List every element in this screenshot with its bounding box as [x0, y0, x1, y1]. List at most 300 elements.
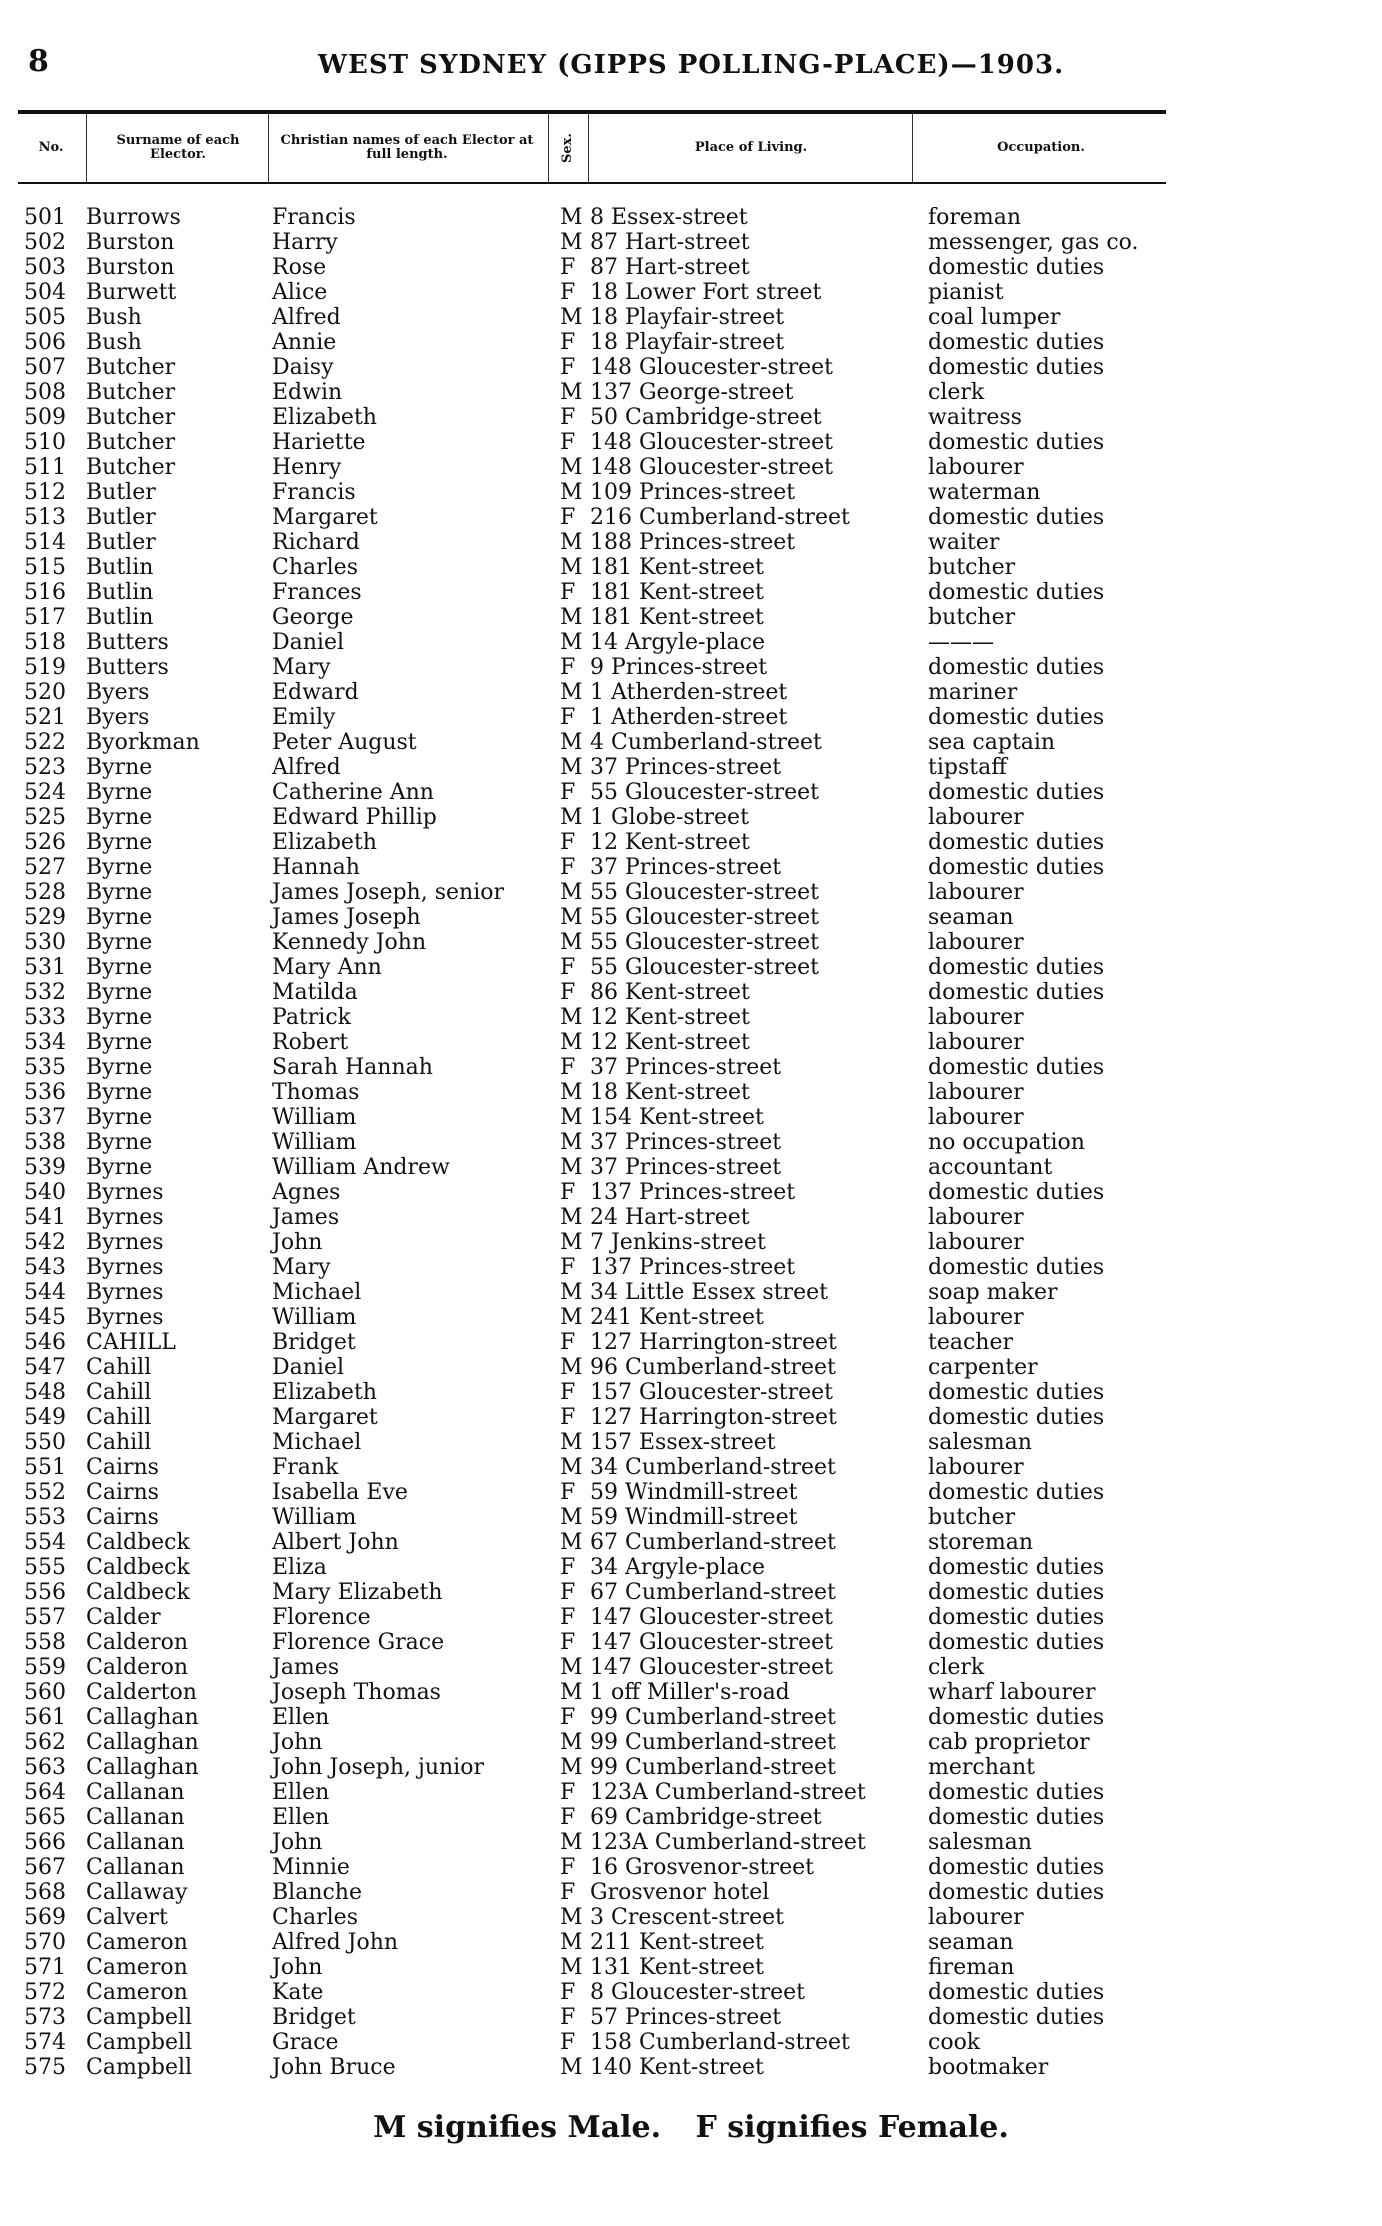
elector-sex: M [560, 1230, 583, 1255]
elector-place-of-living: 34 Cumberland-street [590, 1455, 836, 1480]
elector-sex: F [560, 655, 576, 680]
elector-christian-names: Agnes [272, 1180, 341, 1205]
elector-occupation: domestic duties [928, 1180, 1105, 1205]
table-row [0, 1480, 1382, 1505]
elector-number: 503 [24, 255, 66, 280]
elector-place-of-living: 1 Atherden-street [590, 705, 788, 730]
elector-occupation: domestic duties [928, 2005, 1105, 2030]
elector-christian-names: Florence [272, 1605, 371, 1630]
elector-surname: Byrne [86, 805, 153, 830]
elector-sex: F [560, 1805, 576, 1830]
elector-occupation: domestic duties [928, 780, 1105, 805]
table-row [0, 1205, 1382, 1230]
elector-christian-names: Ellen [272, 1805, 330, 1830]
elector-number: 553 [24, 1505, 66, 1530]
elector-number: 567 [24, 1855, 66, 1880]
elector-sex: F [560, 980, 576, 1005]
elector-sex: F [560, 1705, 576, 1730]
elector-number: 534 [24, 1030, 66, 1055]
table-row [0, 1455, 1382, 1480]
elector-occupation: labourer [928, 1080, 1024, 1105]
table-row [0, 830, 1382, 855]
elector-number: 528 [24, 880, 66, 905]
elector-number: 568 [24, 1880, 66, 1905]
elector-number: 532 [24, 980, 66, 1005]
elector-place-of-living: 55 Gloucester-street [590, 955, 819, 980]
elector-place-of-living: 8 Essex-street [590, 205, 748, 230]
table-row [0, 1005, 1382, 1030]
elector-sex: M [560, 755, 583, 780]
elector-place-of-living: 8 Gloucester-street [590, 1980, 805, 2005]
elector-number: 512 [24, 480, 66, 505]
elector-surname: Calderon [86, 1655, 189, 1680]
table-row [0, 1230, 1382, 1255]
table-row [0, 1880, 1382, 1905]
elector-christian-names: Thomas [272, 1080, 360, 1105]
elector-place-of-living: 137 Princes-street [590, 1180, 796, 1205]
elector-number: 575 [24, 2055, 66, 2080]
elector-number: 535 [24, 1055, 66, 1080]
elector-place-of-living: 148 Gloucester-street [590, 430, 833, 455]
elector-christian-names: Harry [272, 230, 338, 255]
elector-place-of-living: 99 Cumberland-street [590, 1705, 836, 1730]
elector-occupation: clerk [928, 380, 985, 405]
elector-christian-names: Daniel [272, 630, 345, 655]
elector-christian-names: Edwin [272, 380, 343, 405]
elector-christian-names: John [272, 1830, 323, 1855]
elector-sex: F [560, 1630, 576, 1655]
elector-number: 511 [24, 455, 66, 480]
elector-sex: M [560, 1030, 583, 1055]
elector-number: 547 [24, 1355, 66, 1380]
elector-place-of-living: 12 Kent-street [590, 1005, 750, 1030]
table-row [0, 230, 1382, 255]
elector-sex: F [560, 580, 576, 605]
elector-number: 529 [24, 905, 66, 930]
elector-surname: Byrne [86, 855, 153, 880]
table-row [0, 530, 1382, 555]
elector-occupation: cook [928, 2030, 981, 2055]
elector-surname: Bush [86, 305, 142, 330]
elector-surname: Byorkman [86, 730, 200, 755]
elector-surname: Byrnes [86, 1280, 164, 1305]
elector-number: 556 [24, 1580, 66, 1605]
page-title: WEST SYDNEY (GIPPS POLLING-PLACE)—1903. [317, 50, 1065, 80]
elector-sex: M [560, 1655, 583, 1680]
column-divider [588, 114, 589, 182]
elector-number: 561 [24, 1705, 66, 1730]
elector-occupation: pianist [928, 280, 1004, 305]
table-row [0, 580, 1382, 605]
elector-number: 545 [24, 1305, 66, 1330]
table-row [0, 755, 1382, 780]
elector-sex: M [560, 1280, 583, 1305]
elector-place-of-living: 123A Cumberland-street [590, 1780, 866, 1805]
elector-occupation: domestic duties [928, 1405, 1105, 1430]
legend-female: F signifies Female. [695, 2110, 1009, 2145]
elector-place-of-living: 3 Crescent-street [590, 1905, 784, 1930]
elector-surname: Butcher [86, 380, 176, 405]
elector-place-of-living: 148 Gloucester-street [590, 455, 833, 480]
elector-surname: Byrne [86, 1055, 153, 1080]
elector-christian-names: Edward [272, 680, 359, 705]
elector-occupation: messenger, gas co. [928, 230, 1139, 255]
elector-number: 537 [24, 1105, 66, 1130]
elector-sex: F [560, 1055, 576, 1080]
elector-place-of-living: 181 Kent-street [590, 555, 764, 580]
elector-surname: Caldbeck [86, 1555, 190, 1580]
elector-number: 530 [24, 930, 66, 955]
elector-place-of-living: 37 Princes-street [590, 755, 782, 780]
header-rule-top [18, 110, 1166, 114]
elector-occupation: domestic duties [928, 1055, 1105, 1080]
elector-occupation: domestic duties [928, 580, 1105, 605]
elector-occupation: domestic duties [928, 855, 1105, 880]
elector-place-of-living: 9 Princes-street [590, 655, 768, 680]
elector-sex: M [560, 205, 583, 230]
elector-sex: F [560, 355, 576, 380]
elector-sex: M [560, 305, 583, 330]
elector-occupation: domestic duties [928, 430, 1105, 455]
elector-sex: F [560, 255, 576, 280]
table-row [0, 330, 1382, 355]
table-row [0, 780, 1382, 805]
elector-place-of-living: 18 Kent-street [590, 1080, 750, 1105]
elector-sex: F [560, 1605, 576, 1630]
elector-surname: Cameron [86, 1930, 188, 1955]
table-row [0, 480, 1382, 505]
elector-number: 521 [24, 705, 66, 730]
elector-christian-names: Blanche [272, 1880, 362, 1905]
elector-sex: M [560, 1430, 583, 1455]
elector-place-of-living: Grosvenor hotel [590, 1880, 770, 1905]
elector-occupation: salesman [928, 1830, 1032, 1855]
elector-christian-names: Rose [272, 255, 327, 280]
elector-surname: Butlin [86, 555, 154, 580]
elector-occupation: domestic duties [928, 830, 1105, 855]
column-header-surname: Surname of each Elector. [116, 133, 240, 162]
table-row [0, 1930, 1382, 1955]
elector-place-of-living: 86 Kent-street [590, 980, 750, 1005]
table-row [0, 255, 1382, 280]
elector-number: 558 [24, 1630, 66, 1655]
elector-surname: Cahill [86, 1430, 152, 1455]
elector-sex: F [560, 1880, 576, 1905]
elector-number: 572 [24, 1980, 66, 2005]
table-row [0, 1330, 1382, 1355]
table-row [0, 1380, 1382, 1405]
elector-place-of-living: 127 Harrington-street [590, 1405, 837, 1430]
elector-occupation: domestic duties [928, 1705, 1105, 1730]
elector-sex: M [560, 480, 583, 505]
elector-occupation: seaman [928, 1930, 1014, 1955]
table-row [0, 1055, 1382, 1080]
elector-occupation: soap maker [928, 1280, 1058, 1305]
elector-occupation: domestic duties [928, 1580, 1105, 1605]
elector-occupation: merchant [928, 1755, 1036, 1780]
elector-number: 516 [24, 580, 66, 605]
legend-male: M signifies Male. [373, 2110, 662, 2145]
elector-number: 541 [24, 1205, 66, 1230]
legend-footer [0, 2110, 1382, 2145]
table-row [0, 1830, 1382, 1855]
elector-occupation: domestic duties [928, 980, 1105, 1005]
elector-surname: Butcher [86, 455, 176, 480]
elector-surname: Butler [86, 530, 156, 555]
elector-number: 571 [24, 1955, 66, 1980]
elector-occupation: storeman [928, 1530, 1034, 1555]
elector-christian-names: Grace [272, 2030, 339, 2055]
elector-surname: Cairns [86, 1455, 159, 1480]
elector-place-of-living: 181 Kent-street [590, 605, 764, 630]
header-rule-bottom [18, 182, 1166, 184]
elector-sex: F [560, 2005, 576, 2030]
elector-sex: F [560, 1780, 576, 1805]
elector-place-of-living: 18 Lower Fort street [590, 280, 822, 305]
elector-surname: Cairns [86, 1505, 159, 1530]
elector-number: 562 [24, 1730, 66, 1755]
elector-surname: Burston [86, 255, 175, 280]
elector-surname: Byrne [86, 1155, 153, 1180]
elector-number: 566 [24, 1830, 66, 1855]
elector-surname: Butcher [86, 405, 176, 430]
elector-surname: Callaghan [86, 1705, 199, 1730]
elector-christian-names: James Joseph [272, 905, 421, 930]
table-row [0, 730, 1382, 755]
elector-occupation: domestic duties [928, 355, 1105, 380]
elector-christian-names: Isabella Eve [272, 1480, 408, 1505]
table-row [0, 1580, 1382, 1605]
elector-surname: Callaghan [86, 1730, 199, 1755]
elector-occupation: domestic duties [928, 1380, 1105, 1405]
elector-number: 539 [24, 1155, 66, 1180]
elector-sex: M [560, 530, 583, 555]
elector-sex: F [560, 1555, 576, 1580]
elector-place-of-living: 59 Windmill-street [590, 1480, 798, 1505]
elector-sex: F [560, 330, 576, 355]
elector-occupation: labourer [928, 1105, 1024, 1130]
column-header-place: Place of Living. [694, 140, 808, 155]
elector-sex: M [560, 1830, 583, 1855]
column-divider [912, 114, 913, 182]
elector-sex: F [560, 1855, 576, 1880]
table-row [0, 355, 1382, 380]
elector-sex: M [560, 605, 583, 630]
elector-surname: Byrne [86, 830, 153, 855]
elector-sex: M [560, 1905, 583, 1930]
elector-christian-names: John Joseph, junior [272, 1755, 484, 1780]
table-row [0, 2030, 1382, 2055]
elector-number: 531 [24, 955, 66, 980]
elector-surname: Calvert [86, 1905, 168, 1930]
elector-occupation: cab proprietor [928, 1730, 1090, 1755]
table-row [0, 505, 1382, 530]
table-row [0, 1530, 1382, 1555]
elector-surname: Burrows [86, 205, 181, 230]
elector-surname: Butlin [86, 580, 154, 605]
elector-surname: Burston [86, 230, 175, 255]
elector-place-of-living: 87 Hart-street [590, 255, 750, 280]
elector-christian-names: Francis [272, 480, 356, 505]
table-row [0, 1780, 1382, 1805]
elector-occupation: domestic duties [928, 1555, 1105, 1580]
elector-surname: Caldbeck [86, 1530, 190, 1555]
table-row [0, 1905, 1382, 1930]
elector-place-of-living: 59 Windmill-street [590, 1505, 798, 1530]
table-row [0, 1855, 1382, 1880]
elector-sex: F [560, 1255, 576, 1280]
elector-surname: Butters [86, 630, 169, 655]
elector-occupation: domestic duties [928, 505, 1105, 530]
elector-sex: M [560, 880, 583, 905]
elector-surname: Byrne [86, 980, 153, 1005]
elector-place-of-living: 4 Cumberland-street [590, 730, 822, 755]
elector-place-of-living: 96 Cumberland-street [590, 1355, 836, 1380]
elector-surname: Byrnes [86, 1255, 164, 1280]
elector-christian-names: Hannah [272, 855, 360, 880]
elector-occupation: bootmaker [928, 2055, 1049, 2080]
elector-number: 501 [24, 205, 66, 230]
elector-number: 517 [24, 605, 66, 630]
elector-christian-names: Kennedy John [272, 930, 427, 955]
elector-sex: M [560, 555, 583, 580]
elector-sex: F [560, 280, 576, 305]
elector-surname: Callanan [86, 1805, 185, 1830]
elector-christian-names: Michael [272, 1430, 362, 1455]
elector-place-of-living: 67 Cumberland-street [590, 1530, 836, 1555]
elector-place-of-living: 127 Harrington-street [590, 1330, 837, 1355]
elector-number: 514 [24, 530, 66, 555]
table-row [0, 1555, 1382, 1580]
table-row [0, 930, 1382, 955]
elector-christian-names: Ellen [272, 1705, 330, 1730]
elector-place-of-living: 16 Grosvenor-street [590, 1855, 814, 1880]
elector-number: 524 [24, 780, 66, 805]
table-row [0, 905, 1382, 930]
elector-occupation: domestic duties [928, 1880, 1105, 1905]
elector-occupation: labourer [928, 930, 1024, 955]
elector-surname: Butters [86, 655, 169, 680]
table-row [0, 1430, 1382, 1455]
elector-christian-names: Francis [272, 205, 356, 230]
elector-number: 520 [24, 680, 66, 705]
elector-sex: M [560, 1205, 583, 1230]
table-row [0, 1980, 1382, 2005]
elector-christian-names: Mary Ann [272, 955, 382, 980]
table-row [0, 1630, 1382, 1655]
elector-sex: M [560, 1305, 583, 1330]
elector-surname: Byrne [86, 955, 153, 980]
elector-number: 557 [24, 1605, 66, 1630]
elector-sex: M [560, 1455, 583, 1480]
elector-number: 552 [24, 1480, 66, 1505]
table-row [0, 605, 1382, 630]
table-row [0, 1305, 1382, 1330]
page-number: 8 [28, 44, 49, 79]
table-row [0, 1505, 1382, 1530]
elector-surname: Cahill [86, 1355, 152, 1380]
elector-surname: Butlin [86, 605, 154, 630]
elector-number: 563 [24, 1755, 66, 1780]
table-row [0, 955, 1382, 980]
elector-surname: Byrne [86, 1130, 153, 1155]
table-row [0, 980, 1382, 1005]
elector-occupation: clerk [928, 1655, 985, 1680]
elector-christian-names: John Bruce [272, 2055, 396, 2080]
elector-number: 551 [24, 1455, 66, 1480]
table-row [0, 1755, 1382, 1780]
elector-christian-names: Elizabeth [272, 1380, 377, 1405]
elector-sex: F [560, 1480, 576, 1505]
elector-sex: F [560, 505, 576, 530]
column-divider [548, 114, 549, 182]
elector-number: 515 [24, 555, 66, 580]
elector-sex: F [560, 1330, 576, 1355]
elector-surname: Bush [86, 330, 142, 355]
elector-number: 543 [24, 1255, 66, 1280]
elector-occupation: labourer [928, 880, 1024, 905]
table-row [0, 1105, 1382, 1130]
elector-sex: M [560, 455, 583, 480]
elector-number: 564 [24, 1780, 66, 1805]
elector-surname: Calderton [86, 1680, 197, 1705]
elector-occupation: no occupation [928, 1130, 1085, 1155]
elector-number: 555 [24, 1555, 66, 1580]
elector-christian-names: Matilda [272, 980, 358, 1005]
elector-number: 544 [24, 1280, 66, 1305]
elector-number: 506 [24, 330, 66, 355]
elector-surname: Cairns [86, 1480, 159, 1505]
elector-place-of-living: 55 Gloucester-street [590, 930, 819, 955]
elector-sex: F [560, 1380, 576, 1405]
elector-occupation: domestic duties [928, 1805, 1105, 1830]
table-row [0, 1655, 1382, 1680]
elector-occupation: teacher [928, 1330, 1014, 1355]
elector-place-of-living: 18 Playfair-street [590, 305, 785, 330]
elector-surname: Byrnes [86, 1230, 164, 1255]
elector-occupation: labourer [928, 805, 1024, 830]
elector-surname: Cahill [86, 1405, 152, 1430]
table-row [0, 1130, 1382, 1155]
elector-number: 536 [24, 1080, 66, 1105]
elector-sex: M [560, 1130, 583, 1155]
elector-surname: Callaway [86, 1880, 188, 1905]
elector-christian-names: Annie [272, 330, 337, 355]
elector-sex: F [560, 1980, 576, 2005]
elector-number: 559 [24, 1655, 66, 1680]
table-row [0, 1730, 1382, 1755]
elector-christian-names: James [272, 1655, 340, 1680]
table-row [0, 380, 1382, 405]
table-row [0, 1955, 1382, 1980]
table-row [0, 280, 1382, 305]
elector-occupation: domestic duties [928, 705, 1105, 730]
elector-christian-names: Richard [272, 530, 360, 555]
elector-christian-names: Robert [272, 1030, 349, 1055]
elector-place-of-living: 137 George-street [590, 380, 794, 405]
elector-place-of-living: 37 Princes-street [590, 1155, 782, 1180]
elector-surname: Byrne [86, 1005, 153, 1030]
table-row [0, 680, 1382, 705]
elector-place-of-living: 157 Essex-street [590, 1430, 776, 1455]
elector-place-of-living: 148 Gloucester-street [590, 355, 833, 380]
elector-surname: Byrne [86, 930, 153, 955]
elector-occupation: labourer [928, 1005, 1024, 1030]
elector-place-of-living: 188 Princes-street [590, 530, 796, 555]
elector-christian-names: Frances [272, 580, 362, 605]
elector-christian-names: John [272, 1955, 323, 1980]
elector-number: 526 [24, 830, 66, 855]
